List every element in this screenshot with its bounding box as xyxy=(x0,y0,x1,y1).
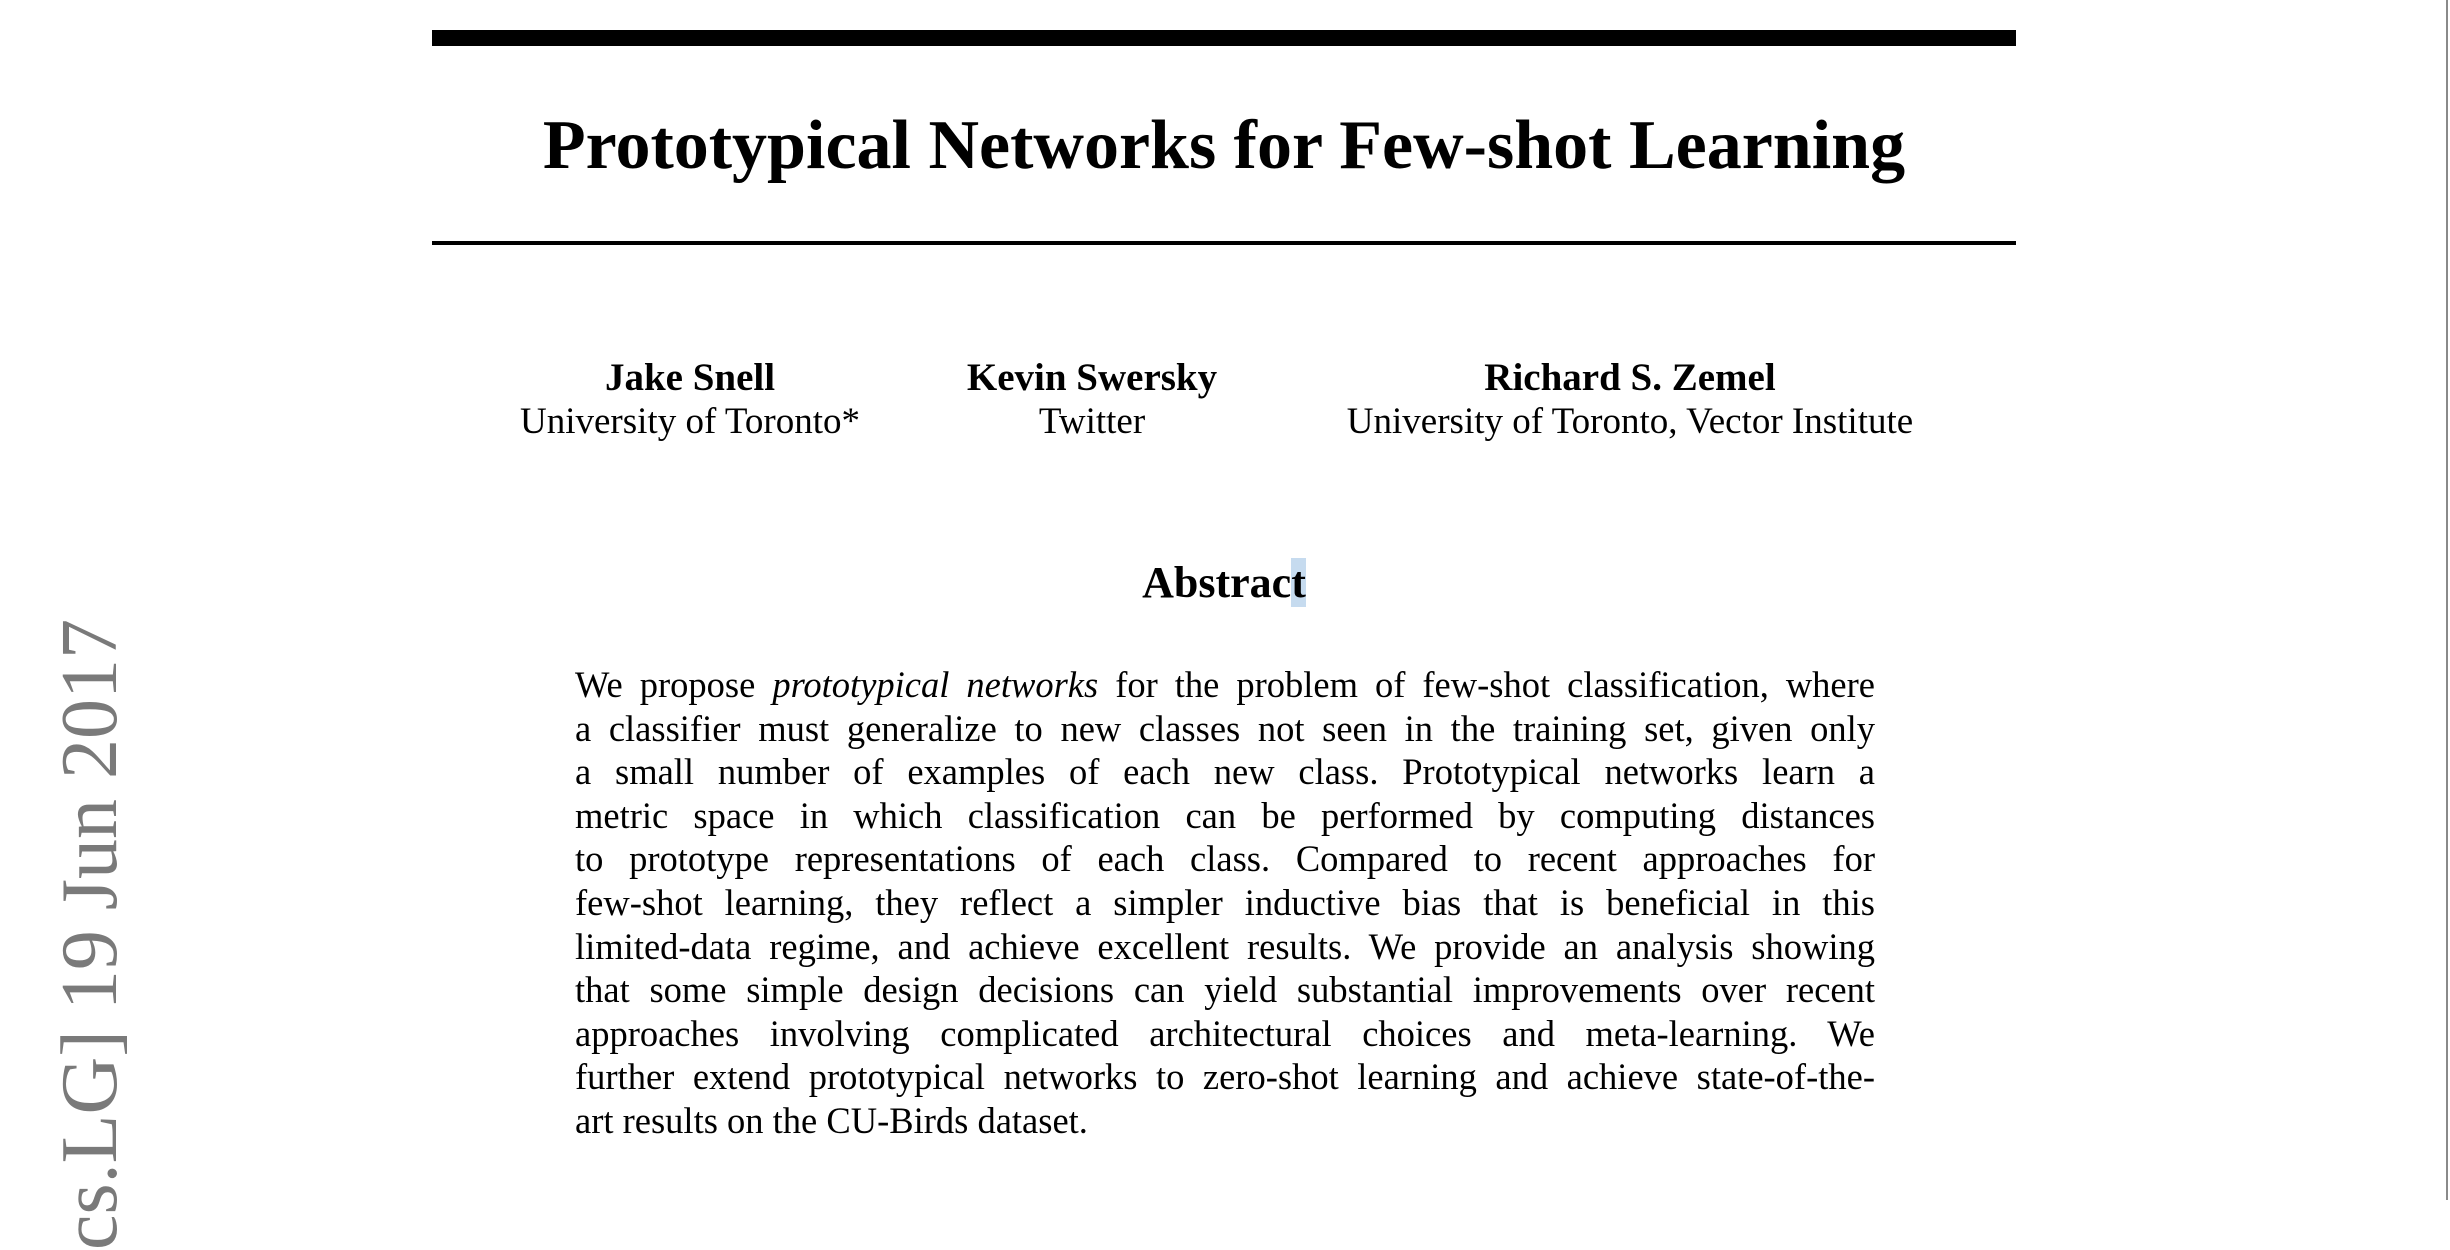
abstract-line-text[interactable]: for the problem of few-shot classification, where xyxy=(1098,664,1875,705)
text-selection-highlight[interactable]: t xyxy=(1291,558,1306,607)
author-affiliation: University of Toronto* xyxy=(520,401,860,442)
abstract-line[interactable]: metric space in which classification can be performed by computing distances xyxy=(575,794,1875,836)
arxiv-stamp: cs.LG] 19 Jun 2017 xyxy=(46,618,134,1250)
abstract-line[interactable]: limited-data regime, and achieve excellent results. We provide an analysis showing xyxy=(575,925,1875,967)
abstract-line[interactable]: few-shot learning, they reflect a simpler inductive bias that is beneficial in this xyxy=(575,881,1875,923)
abstract-line[interactable] xyxy=(575,663,1875,707)
abstract-line-text[interactable]: We propose xyxy=(575,664,773,705)
author-affiliation: Twitter xyxy=(1038,401,1146,442)
abstract-line[interactable]: further extend prototypical networks to zero-shot learning and achieve state-of-the- xyxy=(575,1056,1875,1098)
title-top-rule xyxy=(432,30,2016,46)
abstract-heading-text[interactable]: Abstrac xyxy=(1142,558,1292,607)
author-affiliation: University of Toronto, Vector Institute xyxy=(1346,401,1914,442)
abstract-line[interactable]: a small number of examples of each new class. Prototypical networks learn a xyxy=(575,751,1875,793)
author-name: Jake Snell xyxy=(604,356,776,399)
viewer-edge-divider xyxy=(2446,0,2448,1200)
author-name: Kevin Swersky xyxy=(966,356,1218,399)
abstract-line[interactable]: approaches involving complicated architectural choices and meta-learning. We xyxy=(575,1012,1875,1054)
abstract-line[interactable]: a classifier must generalize to new classes not seen in the training set, given only xyxy=(575,707,1875,749)
author-block xyxy=(942,356,1242,444)
abstract-line[interactable]: that some simple design decisions can yield substantial improvements over recent xyxy=(575,969,1875,1011)
abstract-line[interactable]: to prototype representations of each class. Compared to recent approaches for xyxy=(575,838,1875,880)
abstract-heading[interactable] xyxy=(432,555,2016,611)
abstract-line[interactable]: art results on the CU-Birds dataset. xyxy=(575,1099,1088,1141)
author-block xyxy=(490,356,890,444)
paper-title: Prototypical Networks for Few-shot Learning xyxy=(542,107,1906,184)
author-name: Richard S. Zemel xyxy=(1484,356,1776,399)
author-block xyxy=(1302,356,1958,444)
abstract-emphasis[interactable]: prototypical networks xyxy=(772,664,1099,705)
abstract-body[interactable] xyxy=(575,663,1875,1143)
title-bottom-rule xyxy=(432,241,2016,245)
